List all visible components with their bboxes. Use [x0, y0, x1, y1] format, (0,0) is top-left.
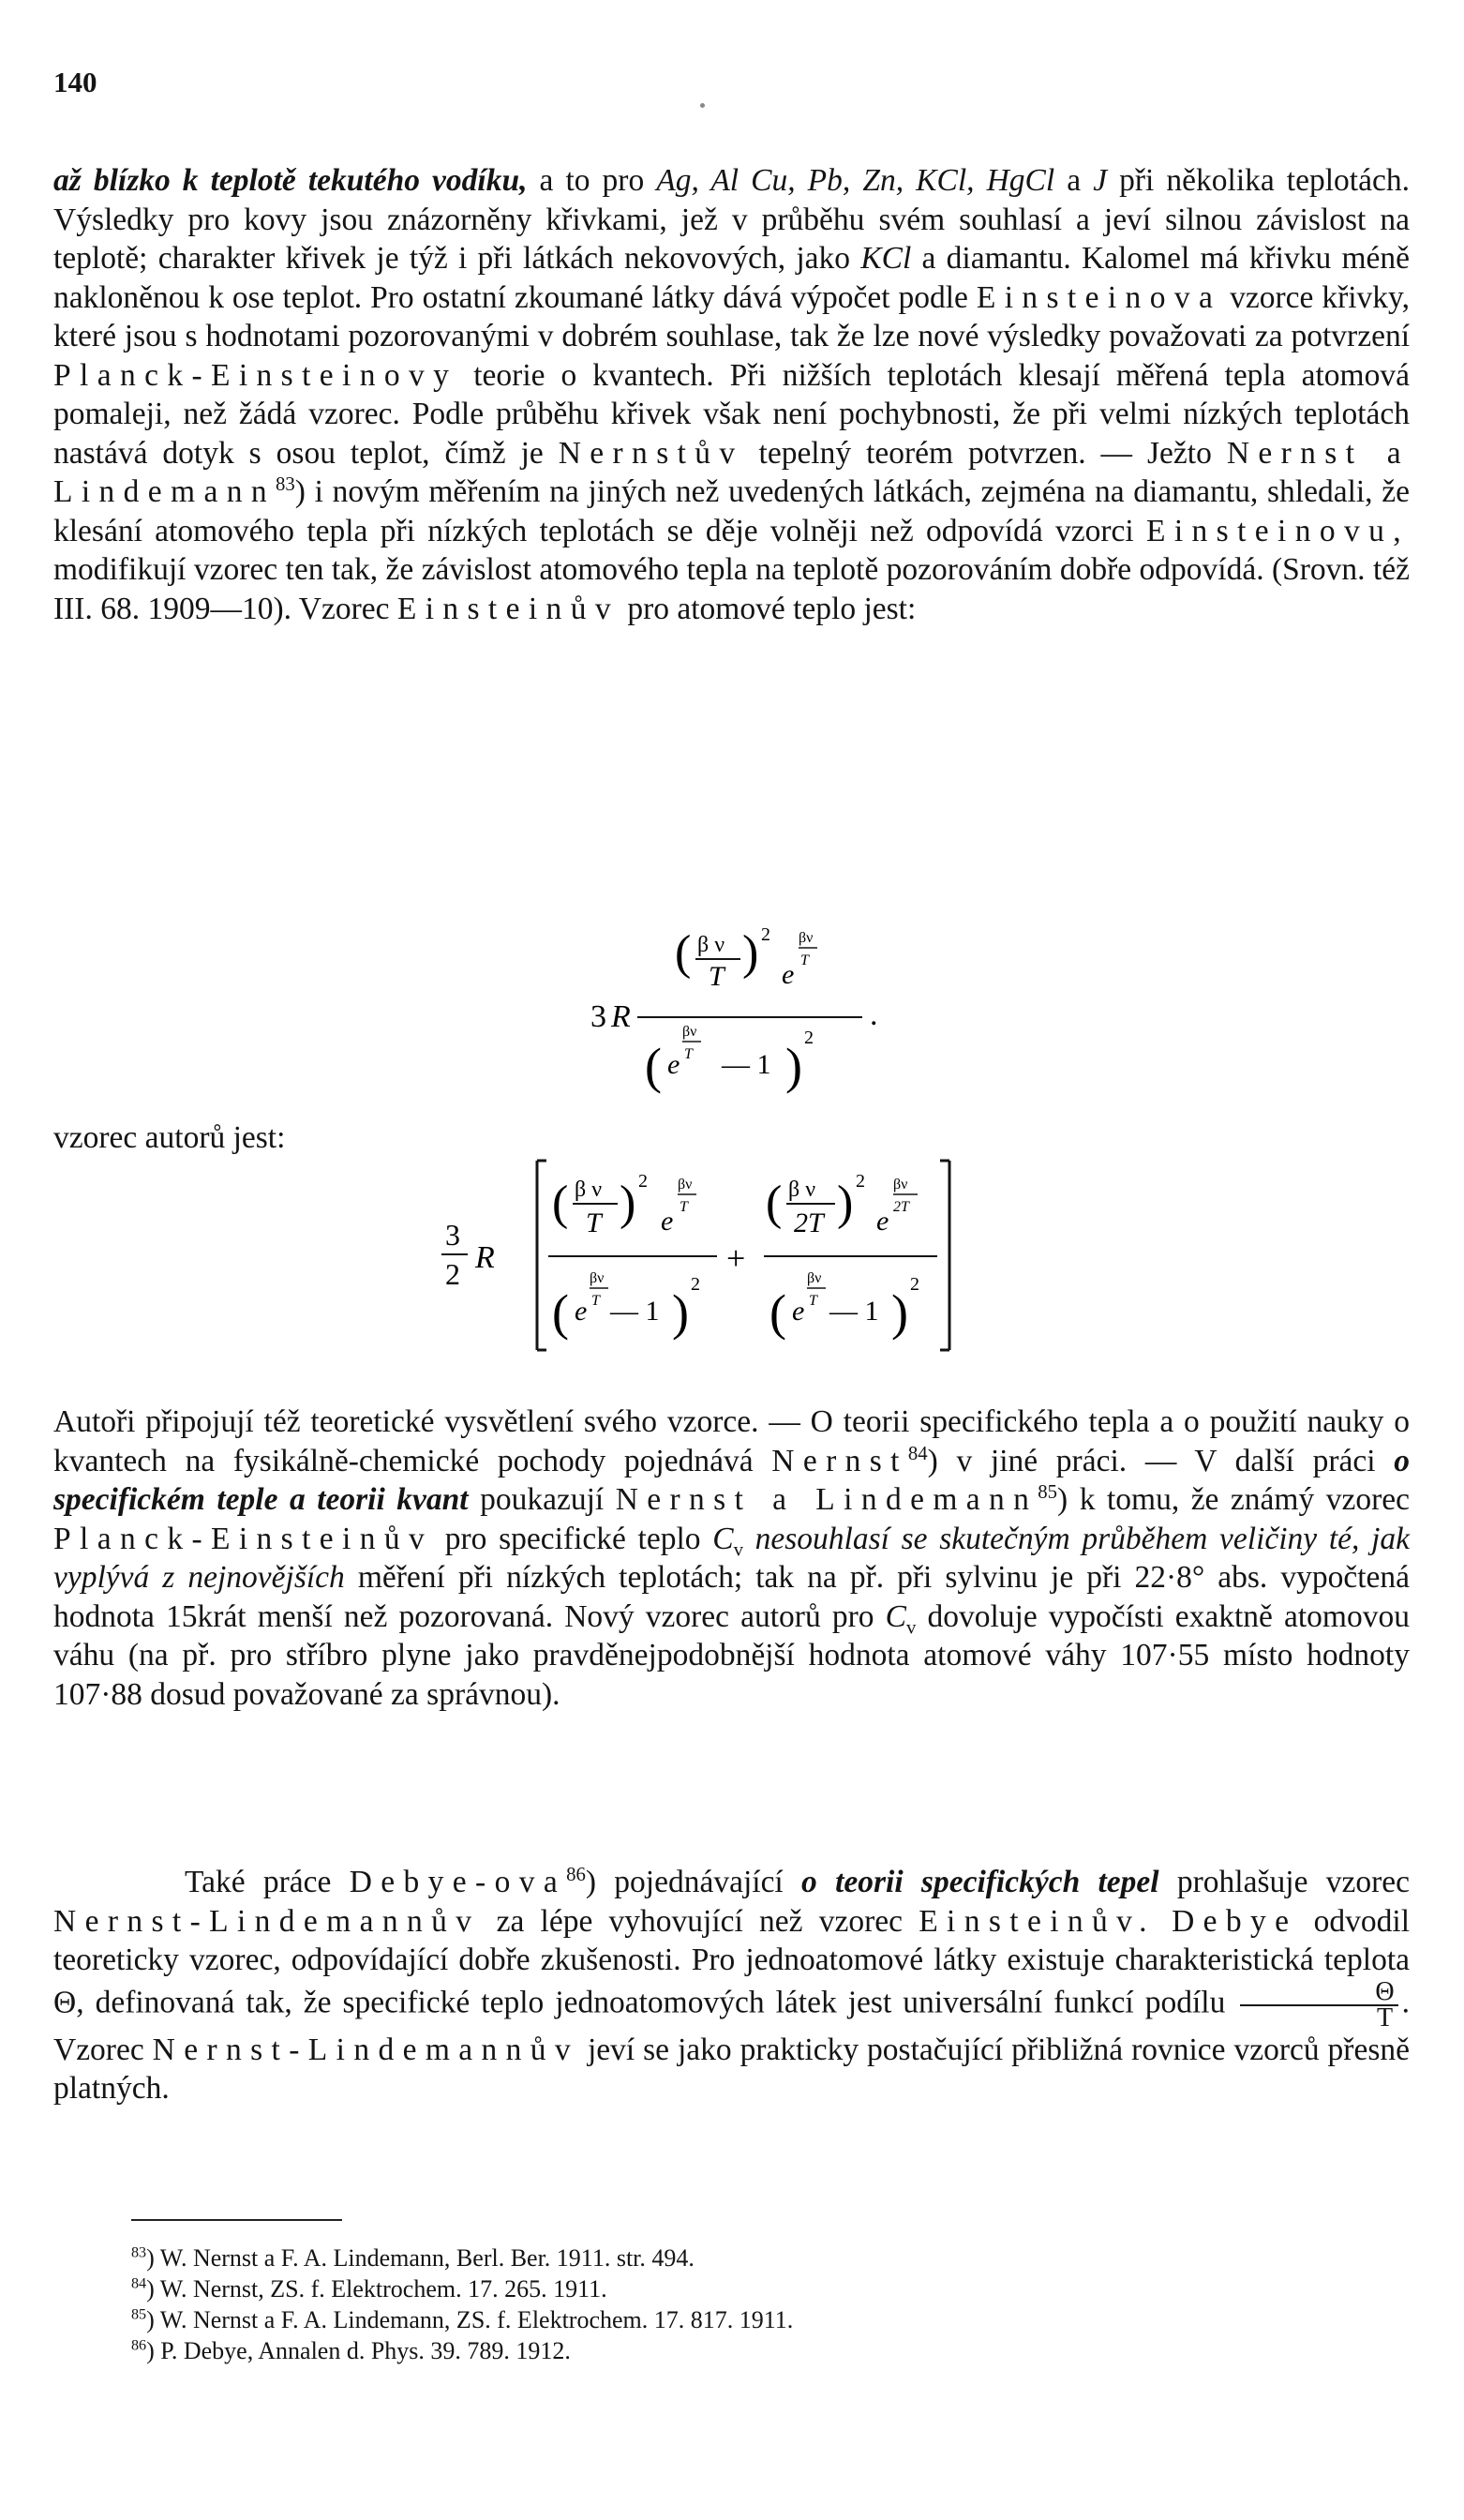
text: tepelný teorém potvrzen. — Ježto — [743, 435, 1227, 471]
name-planck-einsteinovy: Planck-Einsteinovy — [53, 357, 458, 393]
text — [1156, 1904, 1172, 1939]
italic-elements: Ag, Al Cu, Pb, Zn, KCl, HgCl — [656, 163, 1055, 198]
formula2-a-paren-r: ) — [620, 1177, 636, 1230]
italic-title: o specifickém teple a teorii kvant — [53, 1443, 1410, 1517]
formula2-two: 2 — [445, 1257, 460, 1291]
footnote-num: 86 — [131, 2337, 147, 2354]
footnote-86 — [131, 2335, 1406, 2366]
footnote-text: ) P. Debye, Annalen d. Phys. 39. 789. 1912. — [146, 2337, 571, 2364]
name-nernst: Nernst — [771, 1443, 908, 1478]
italic-title-2: o teorii specifických tepel — [801, 1865, 1159, 1899]
text: za lépe vyhovující než vzorec — [480, 1903, 919, 1939]
symbol-cv-sub: v — [733, 1538, 743, 1561]
theta: Θ — [1240, 1980, 1397, 2006]
formula1-e-den: e — [667, 1049, 680, 1080]
text: a — [1054, 163, 1094, 198]
text: dovoluje vypočísti exaktně atomovou váhu (na př. pro stříbro plyne jako pravděnejpodobnější hodnota atomové váhy 107·55 místo hodnoty 107·88 dosud považované za správnou). — [53, 1598, 1410, 1712]
formula2-a-beta-nu: β ν — [575, 1178, 603, 1202]
formula-authors — [426, 1151, 1045, 1367]
formula2-b-dparen-l: ( — [769, 1284, 786, 1341]
footnotes — [131, 2242, 1406, 2366]
footnote-ref-83: 83 — [276, 472, 295, 495]
formula1-exp2: 2 — [761, 924, 770, 945]
name-nernst-lindemannuv: Nernst-Lindemannův — [53, 1903, 481, 1939]
text: jeví se jako prakticky postačující přibližná rovnice vzorců přesně platných. — [53, 2032, 1410, 2106]
footnote-text: ) W. Nernst a F. A. Lindemann, ZS. f. Elektrochem. 17. 817. 1911. — [146, 2306, 794, 2333]
footnote-85 — [131, 2304, 1406, 2335]
paragraph-1 — [53, 161, 1410, 628]
formula2-a-expden: T — [680, 1199, 688, 1215]
footnote-ref-85: 85 — [1038, 1480, 1058, 1503]
formula1-r: R — [611, 999, 631, 1034]
formula1-paren-l: ( — [675, 926, 692, 980]
text: a to pro — [527, 163, 657, 198]
dot-mark — [700, 103, 705, 108]
formula2-a-den-exp2: 2 — [691, 1274, 700, 1295]
formula2-b-dparen-r: ) — [891, 1284, 908, 1341]
formula1-period: . — [870, 998, 878, 1032]
fraction-theta-t — [1240, 1976, 1397, 2032]
text: ) pojednávající — [585, 1865, 802, 1899]
footnote-num: 84 — [131, 2275, 147, 2292]
formula2-b-minus-one: — 1 — [829, 1296, 879, 1327]
formula1-e: e — [782, 959, 795, 990]
formula1-paren-r: ) — [742, 926, 759, 980]
formula2-r: R — [475, 1240, 495, 1275]
formula2-b-expden: 2T — [893, 1199, 909, 1215]
name-debyeova: Debye-ova — [349, 1865, 567, 1899]
formula1-dparen-l: ( — [645, 1038, 662, 1094]
text: ) i novým měřením na jiných než uvedených látkách, zejména na diamantu, shledali, že klesání atomového tepla při nízkých teplotách se děje volněji než odpovídá vzorci — [53, 474, 1410, 548]
name-einsteinuv: Einsteinův — [396, 591, 620, 626]
formula1-den-exp2: 2 — [804, 1028, 814, 1048]
vzorec-autoru-label: vzorec autorů jest: — [53, 1120, 286, 1155]
formula-einstein — [581, 914, 919, 1111]
footnote-rule — [131, 2219, 342, 2221]
formula2-b-2t: 2T — [794, 1208, 824, 1238]
formula2-a-den-e: e — [575, 1296, 588, 1327]
text: ) v jiné práci. — V další práci — [927, 1443, 1395, 1478]
formula2-a-dparen-r: ) — [672, 1284, 689, 1341]
text: pro specifické teplo — [433, 1521, 713, 1556]
formula1-den-expnum: βν — [682, 1024, 697, 1040]
formula2-a-den-expnum: βν — [590, 1270, 605, 1286]
name-nernst-lindemannuv-2: Nernst-Lindemannův — [152, 2032, 580, 2067]
footnote-84 — [131, 2273, 1406, 2304]
formula1-beta-nu: β ν — [697, 933, 725, 957]
formula2-a-minus-one: — 1 — [610, 1296, 660, 1327]
name-nernst-lindemann-2: Nernst a Lindemann — [615, 1482, 1038, 1517]
symbol-cv-2: C — [885, 1598, 906, 1634]
text: měření při nízkých teplotách; tak na př. při sylvinu je při 22·8° abs. vypočtená hodnota 15krát menší než pozorovaná. Nový vzorec autorů pro — [53, 1560, 1410, 1634]
formula1-expnum: βν — [799, 930, 814, 946]
formula2-b-paren-r: ) — [837, 1177, 854, 1230]
name-planck-einsteinuv: Planck-Einsteinův — [53, 1521, 434, 1556]
formula2-a-exp2: 2 — [638, 1171, 648, 1192]
footnote-text: ) W. Nernst, ZS. f. Elektrochem. 17. 265. 1911. — [146, 2275, 607, 2302]
formula2-b-expnum: βν — [893, 1177, 908, 1192]
text: teorie o kvantech. Při nižších teplotách klesají měřená tepla atomová pomaleji, než žádá vzorec. Podle průběhu křivek však není pochybnosti, že při velmi nízkých teplotách nastává dotyk s osou teplot, čímž je — [53, 357, 1410, 471]
tee: T — [1376, 2002, 1394, 2032]
text: ) k tomu, že známý vzorec — [1057, 1482, 1410, 1517]
formula1-den-expden: T — [684, 1046, 693, 1062]
formula2-a-paren-l: ( — [552, 1177, 569, 1230]
formula2-b-e: e — [876, 1206, 889, 1237]
text: odvodil teoreticky vzorec, odpovídající dobře zkušenosti. Pro jednoatomové látky existuje charakteristická teplota Θ, definovaná tak, že specifické teplo jednoatomových látek jest universální funkcí podílu — [53, 1903, 1411, 2020]
symbol-cv-2-sub: v — [905, 1616, 917, 1639]
formula2-a-dparen-l: ( — [552, 1284, 569, 1341]
text: a diamantu. Kalomel má křivku méně nakloněnou k ose teplot. Pro ostatní zkoumané látky dává výpočet podle — [53, 241, 1410, 315]
formula2-b-den-exp2: 2 — [910, 1274, 919, 1295]
name-einsteinova: Einsteinova — [976, 279, 1222, 315]
text: modifikují vzorec ten tak, že závislost atomového tepla na teplotě pozorováním dobře odpovídá. (Srovn. též III. 68. 1909—10). Vzorec — [53, 552, 1410, 626]
formula1-coef: 3 — [590, 999, 606, 1034]
formula2-a-e: e — [661, 1206, 674, 1237]
name-debye: Debye — [1172, 1903, 1298, 1939]
italic-statement: nesouhlasí se skutečným průběhem veličiny té, jak vyplývá z nejnovějších — [53, 1521, 1410, 1595]
text: prohlašuje vzorec — [1158, 1865, 1410, 1899]
text: vzorce křivky, které jsou s hodnotami pozorovanými v dobrém souhlase, tak že lze nové výsledky považovati za potvrzení — [53, 279, 1410, 353]
formula2-three: 3 — [445, 1218, 460, 1252]
formula2-plus: + — [726, 1239, 746, 1277]
name-nernst-lindemann: Nernst a Lindemann — [53, 435, 1410, 509]
italic-kcl: KCl — [860, 241, 912, 276]
name-einsteinovu: Einsteinovu, — [1146, 513, 1410, 548]
paragraph-2 — [53, 1402, 1410, 1714]
footnote-ref-84: 84 — [907, 1442, 928, 1464]
formula2-a-den-expden: T — [591, 1293, 600, 1309]
italic-opening: až blízko k teplotě tekutého vodíku, — [53, 163, 528, 198]
formula2-b-den-e: e — [792, 1296, 805, 1327]
footnote-ref-86: 86 — [566, 1863, 586, 1885]
page-number: 140 — [53, 66, 97, 98]
text: pro atomové teplo jest: — [619, 591, 917, 626]
footnote-83 — [131, 2242, 1406, 2273]
footnote-num: 85 — [131, 2306, 147, 2323]
paragraph-3 — [53, 1863, 1410, 2108]
name-nernstuv: Nernstův — [558, 435, 744, 471]
text: Autoři připojují též teoretické vysvětlení svého vzorce. — O teorii specifického tepla a o použití nauky o kvantech na fysikálně-chemické pochody pojednává — [53, 1404, 1410, 1478]
symbol-cv: C — [712, 1521, 734, 1556]
formula1-dparen-r: ) — [785, 1038, 802, 1094]
formula2-b-exp2: 2 — [856, 1171, 865, 1192]
italic-j: J — [1093, 163, 1108, 198]
formula1-minus-one: — 1 — [722, 1049, 771, 1080]
footnote-text: ) W. Nernst a F. A. Lindemann, Berl. Ber. 1911. str. 494. — [146, 2244, 695, 2272]
text: poukazují — [468, 1482, 616, 1517]
formula2-a-t: T — [586, 1208, 602, 1238]
text: Také práce — [185, 1865, 350, 1899]
formula1-expden: T — [800, 952, 809, 968]
formula2-b-paren-l: ( — [766, 1177, 783, 1230]
name-einsteinuv-2: Einsteinův. — [919, 1903, 1156, 1939]
formula2-b-beta-nu: β ν — [788, 1178, 816, 1202]
formula2-a-expnum: βν — [678, 1177, 693, 1192]
text: . Vzorec — [53, 1985, 1410, 2067]
formula1-t: T — [709, 961, 725, 992]
formula2-b-den-expden: T — [809, 1293, 817, 1309]
footnote-num: 83 — [131, 2244, 147, 2261]
formula2-b-den-expnum: βν — [807, 1270, 822, 1286]
text: při několika teplotách. Výsledky pro kovy jsou znázorněny křivkami, jež v průběhu svém souhlasí a jeví silnou závislost na teplotě; charakter křivek je týž i při látkách nekovových, jako — [53, 163, 1410, 276]
